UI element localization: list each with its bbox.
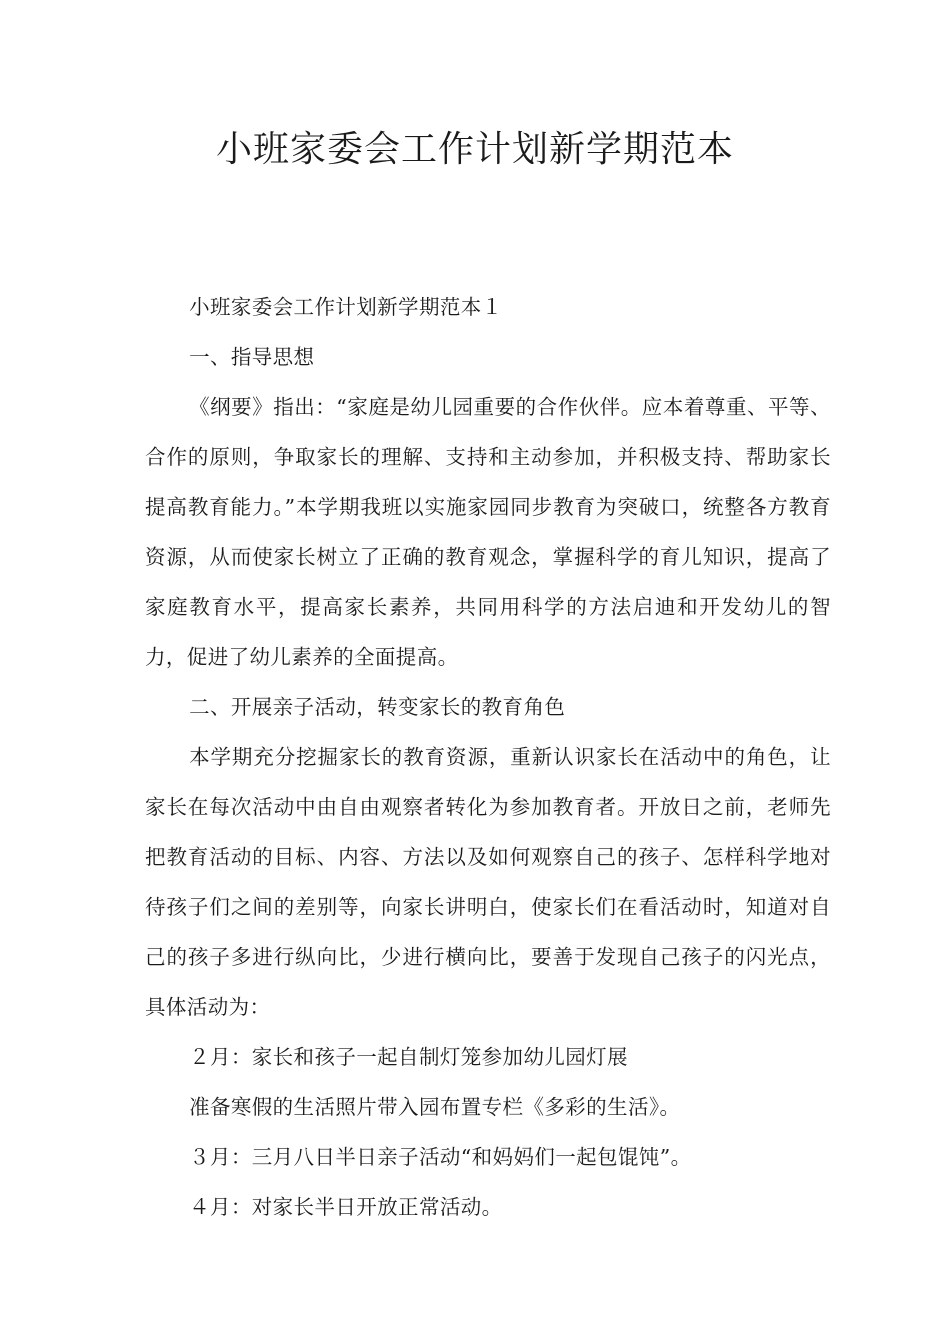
- body-paragraph: 《纲要》指出：“家庭是幼儿园重要的合作伙伴。应本着尊重、平等、合作的原则，争取家长的理解、支持和主动参加，并积极支持、帮助家长提高教育能力。”本学期我班以实施家园同步教育为突破口，统整各方教育资源，从而使家长树立了正确的教育观念，掌握科学的育儿知识，提高了家庭教育水平，提高家长素养，共同用科学的方法启迪和开发幼儿的智力，促进了幼儿素养的全面提高。: [145, 395, 831, 669]
- document-body: [145, 282, 831, 1232]
- section-heading-2: 二、开展亲子活动，转变家长的教育角色: [189, 695, 566, 719]
- activity-item: ３月：三月八日半日亲子活动“和妈妈们一起包馄饨”。: [189, 1145, 692, 1169]
- section-heading-1: 一、指导思想: [189, 345, 315, 369]
- subtitle-paragraph: 小班家委会工作计划新学期范本１: [189, 295, 503, 319]
- activity-item: ２月：家长和孩子一起自制灯笼参加幼儿园灯展: [189, 1045, 628, 1069]
- activity-item: ４月：对家长半日开放正常活动。: [189, 1195, 503, 1219]
- body-paragraph: 本学期充分挖掘家长的教育资源，重新认识家长在活动中的角色，让家长在每次活动中由自由观察者转化为参加教育者。开放日之前，老师先把教育活动的目标、内容、方法以及如何观察自己的孩子、怎样科学地对待孩子们之间的差别等，向家长讲明白，使家长们在看活动时，知道对自己的孩子多进行纵向比，少进行横向比，要善于发现自己孩子的闪光点，具体活动为：: [145, 745, 831, 1019]
- activity-item: 准备寒假的生活照片带入园布置专栏《多彩的生活》。: [189, 1095, 681, 1119]
- document-title: 小班家委会工作计划新学期范本: [215, 129, 734, 170]
